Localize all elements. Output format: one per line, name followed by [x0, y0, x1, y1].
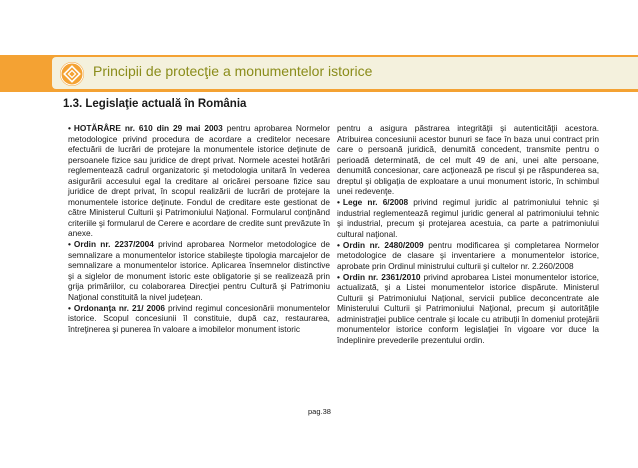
header-title: Principii de protecţie a monumentelor istorice — [93, 63, 373, 79]
law-reference: Lege nr. 6/2008 — [342, 197, 409, 207]
list-item — [337, 240, 599, 272]
section-title: 1.3. Legislaţie actuală în România — [63, 98, 247, 110]
bullet-icon: • — [337, 271, 340, 282]
law-reference: Ordin nr. 2480/2009 — [342, 239, 424, 250]
page-number: pag.38 — [308, 407, 331, 416]
law-reference: HOTĂRÂRE nr. 610 din 29 mai 2003 — [73, 123, 223, 133]
bullet-icon: • — [337, 197, 340, 207]
law-description: privind regimul juridic al patrimoniului tehnic şi industrial reglementează regimul juridic general al patrimoniului tehnic şi industrial, precum şi protejarea acestuia, ca parte a patrimoniului cultural naţional. — [337, 197, 599, 239]
right-column — [337, 123, 599, 346]
list-item — [68, 123, 330, 239]
list-item — [337, 197, 599, 239]
list-item — [68, 239, 330, 302]
law-reference: Ordin nr. 2237/2004 — [73, 239, 154, 249]
diamond-emblem-icon — [60, 62, 84, 86]
law-description: pentru modificarea şi completarea Normelor metodologice de clasare şi inventariere a monumentelor istorice, aprobate prin Ordinul ministrului culturii şi cultelor nr. 2.260/2008 — [337, 239, 599, 271]
top-margin — [0, 0, 638, 55]
list-item-continuation — [337, 123, 599, 197]
left-column — [68, 123, 330, 335]
law-description: privind regimul concesionării monumentelor istorice. Scopul concesiunii îl constituie, după caz, restaurarea, întreţinerea şi punerea în valoare a imobilelor monument istoric — [68, 302, 330, 334]
law-description: pentru aprobarea Normelor metodologice privind procedura de acordare a creditelor necesare efectuării de lucrări de protejare la monumentele istorice deţinute de persoanele fizice sau juridice de drept privat. Normele acestei hotărâri reglementează cadrul organizatoric şi metodologia unitară în vederea asigurării accesului egal la creditare al oricărei persoane fizice sau juridice de drept privat, în scopul realizării de lucrări de protejare la monumentele istorice deţinute. Fondul de creditare este gestionat de către Ministerul Culturii şi Patrimoniului Naţional. Formularul conţinând criteriile şi formularul de Cerere e acordare de credite sunt prevăzute în anexe. — [68, 123, 331, 238]
list-item — [68, 303, 330, 335]
bullet-icon: • — [68, 123, 71, 133]
bullet-icon: • — [68, 302, 71, 313]
bottom-margin — [0, 420, 638, 468]
law-description: pentru a asigura păstrarea integrităţii şi autenticităţii acestora. Atribuirea concesiunii acestor bunuri se face în baza unui contract prin care o persoană juridică, denumită concedent, transmite pentru o perioadă determinată, de cel mult 49 de ani, unei alte persoane, denumită concesionar, care acţionează pe riscul şi pe răspunderea sa, dreptul şi obligaţia de exploatare a unui monument istoric, în schimbul unei redevenţe. — [337, 123, 599, 196]
law-description: privind aprobarea Listei monumentelor istorice, actualizată, şi a Listei monumentelor istorice dispărute. Ministerul Culturii şi Patrimoniului Naţional, servicii publice deconcentrate ale Ministerului Culturii şi Patrimoniului Naţional, precum şi autorităţile administraţiei publice centrale şi locale cu atribuţii în domeniul protejării monumentelor istorice conform legislaţiei în vigoare vor duce la îndeplinire prevederile prezentului ordin. — [337, 271, 599, 345]
law-reference: Ordonanţa nr. 21/ 2006 — [73, 302, 165, 313]
bullet-icon: • — [68, 239, 71, 249]
law-description: privind aprobarea Normelor metodologice de semnalizare a monumentelor istorice stabileşte tipologia marcajelor de semnalizare a monumentelor istorice. Aplicarea însemnelor distinctive şi a siglelor de monument istoric este obligatorie şi se realizează prin grija primăriilor, cu colaborarea Direcţiei pentru Cultură şi Patrimoniu Naţional constituită la nivel judeţean. — [68, 239, 330, 302]
bullet-icon: • — [337, 239, 340, 250]
law-reference: Ordin nr. 2361/2010 — [342, 271, 421, 282]
list-item — [337, 272, 599, 346]
